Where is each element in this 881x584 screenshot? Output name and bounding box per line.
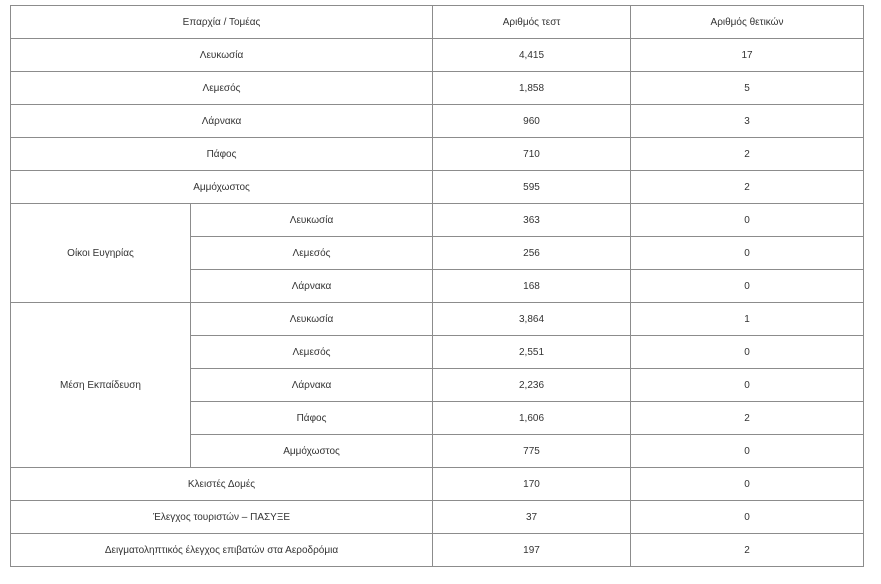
- table-row: [11, 501, 864, 534]
- row-tests: 37: [433, 501, 631, 534]
- row-positives: 1: [631, 303, 864, 336]
- row-label: Λευκωσία: [11, 39, 433, 72]
- header-region: Επαρχία / Τομέας: [11, 6, 433, 39]
- row-sublabel: Λευκωσία: [191, 204, 433, 237]
- row-label: Λάρνακα: [11, 105, 433, 138]
- table-row: [11, 204, 864, 237]
- row-sublabel: Λεμεσός: [191, 237, 433, 270]
- table-row: [11, 138, 864, 171]
- row-positives: 0: [631, 468, 864, 501]
- row-tests: 168: [433, 270, 631, 303]
- covid-tests-table: [10, 5, 864, 567]
- row-label: Αμμόχωστος: [11, 171, 433, 204]
- row-positives: 2: [631, 402, 864, 435]
- row-label: Λεμεσός: [11, 72, 433, 105]
- header-tests: Αριθμός τεστ: [433, 6, 631, 39]
- table-row: [11, 39, 864, 72]
- row-label: Πάφος: [11, 138, 433, 171]
- row-positives: 3: [631, 105, 864, 138]
- row-tests: 1,606: [433, 402, 631, 435]
- row-tests: 1,858: [433, 72, 631, 105]
- row-sublabel: Λευκωσία: [191, 303, 433, 336]
- row-positives: 0: [631, 435, 864, 468]
- header-positives: Αριθμός θετικών: [631, 6, 864, 39]
- row-positives: 2: [631, 138, 864, 171]
- row-tests: 2,551: [433, 336, 631, 369]
- table-row: [11, 171, 864, 204]
- row-tests: 710: [433, 138, 631, 171]
- row-sublabel: Πάφος: [191, 402, 433, 435]
- row-positives: 0: [631, 204, 864, 237]
- row-sublabel: Λάρνακα: [191, 369, 433, 402]
- row-sublabel: Λάρνακα: [191, 270, 433, 303]
- table-row: [11, 105, 864, 138]
- row-tests: 256: [433, 237, 631, 270]
- row-tests: 960: [433, 105, 631, 138]
- row-positives: 0: [631, 237, 864, 270]
- row-positives: 0: [631, 501, 864, 534]
- group-label-secondary-education: Μέση Εκπαίδευση: [11, 303, 191, 468]
- row-positives: 0: [631, 270, 864, 303]
- row-sublabel: Αμμόχωστος: [191, 435, 433, 468]
- row-label: Κλειστές Δομές: [11, 468, 433, 501]
- table-row: [11, 534, 864, 567]
- row-tests: 170: [433, 468, 631, 501]
- row-tests: 775: [433, 435, 631, 468]
- header-row: [11, 6, 864, 39]
- row-tests: 3,864: [433, 303, 631, 336]
- row-label: Έλεγχος τουριστών – ΠΑΣΥΞΕ: [11, 501, 433, 534]
- row-positives: 0: [631, 369, 864, 402]
- row-label: Δειγματοληπτικός έλεγχος επιβατών στα Αεροδρόμια: [11, 534, 433, 567]
- table-row: [11, 72, 864, 105]
- row-positives: 2: [631, 534, 864, 567]
- row-tests: 363: [433, 204, 631, 237]
- row-tests: 197: [433, 534, 631, 567]
- row-tests: 4,415: [433, 39, 631, 72]
- table-row: [11, 303, 864, 336]
- row-positives: 17: [631, 39, 864, 72]
- row-tests: 2,236: [433, 369, 631, 402]
- row-sublabel: Λεμεσός: [191, 336, 433, 369]
- row-positives: 5: [631, 72, 864, 105]
- row-tests: 595: [433, 171, 631, 204]
- row-positives: 2: [631, 171, 864, 204]
- group-label-care-homes: Οίκοι Ευγηρίας: [11, 204, 191, 303]
- row-positives: 0: [631, 336, 864, 369]
- table-row: [11, 468, 864, 501]
